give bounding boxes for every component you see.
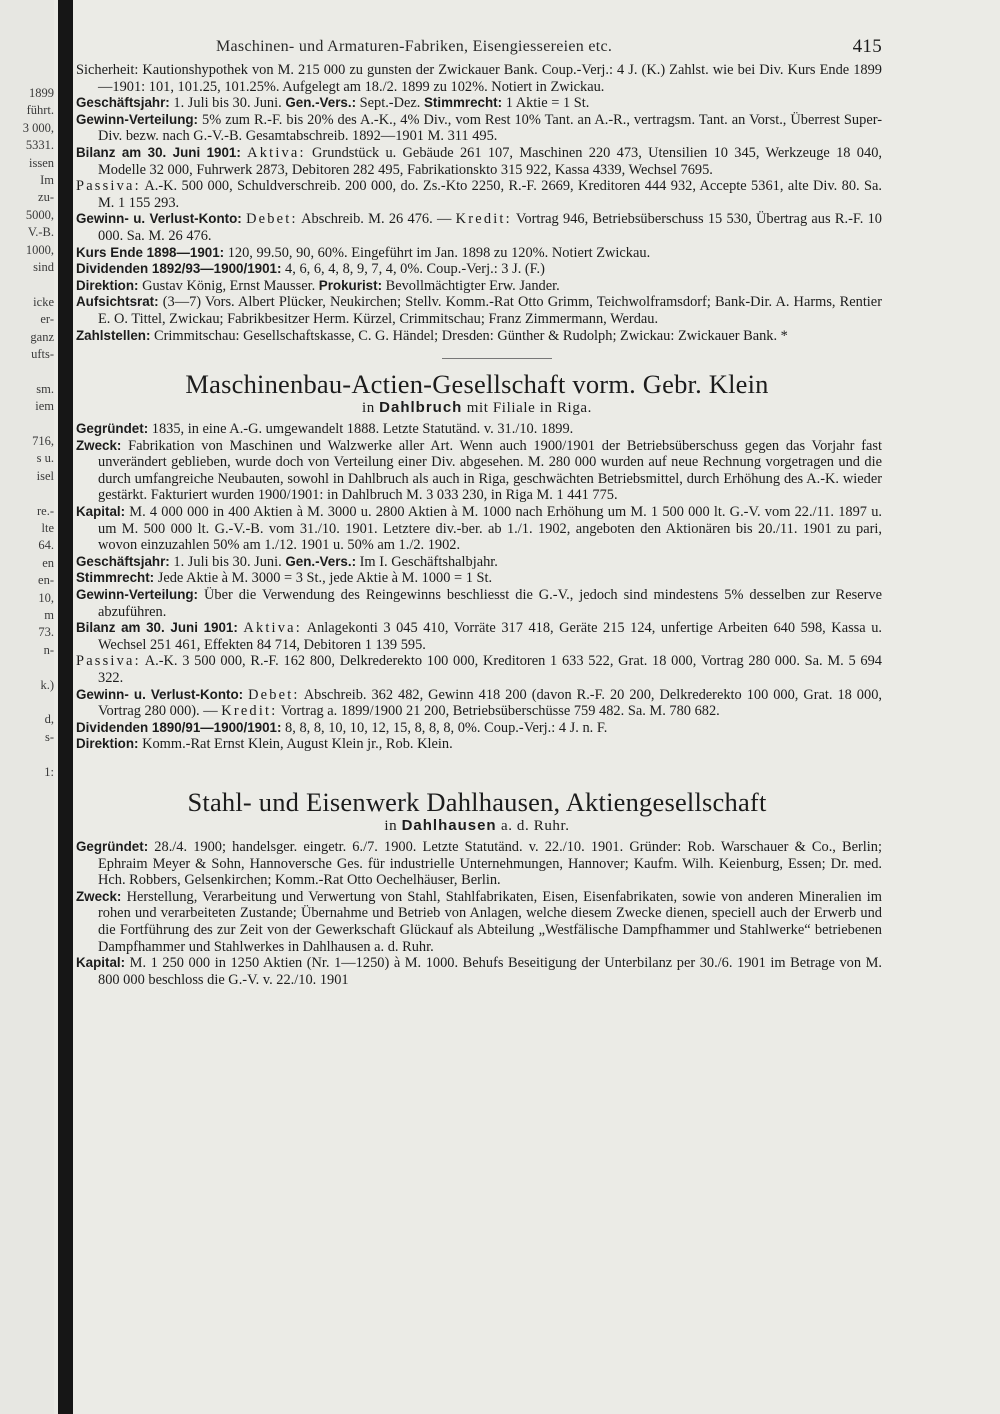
entry-label: Aufsichtsrat: — [76, 294, 159, 310]
margin-fragment: isel — [36, 468, 54, 483]
margin-fragment: V.-B. — [27, 225, 54, 240]
entry-text: M. 1 250 000 in 1250 Aktien (Nr. 1—1250) à M. 1000. Behufs Beseitigung der Unterbilanz per 30./6. 1901 im Betrage von M. 800 000 beschloss die G.-V. v. 22./10. 1901 — [98, 955, 882, 988]
entry-label: Direktion: — [76, 277, 139, 293]
entry-label: Gegründet: — [76, 421, 149, 437]
entry-text: Im I. Geschäftshalbjahr. — [356, 553, 498, 570]
running-head — [72, 34, 882, 62]
margin-fragment: 5000, — [25, 207, 54, 222]
margin-fragment: 5331. — [25, 138, 54, 153]
entry-label: Bilanz am 30. Juni 1901: — [76, 144, 241, 160]
margin-fragment: d, — [44, 712, 54, 727]
entry-paragraph — [72, 620, 882, 653]
section-1-entries — [72, 62, 882, 344]
entry-text: Vortrag a. 1899/1900 21 200, Betriebsüberschüsse 759 482. Sa. M. 780 682. — [277, 703, 720, 720]
entry-paragraph — [72, 245, 882, 262]
entry-text: 8, 8, 8, 10, 10, 12, 15, 8, 8, 8, 0%. Coup.-Verj.: 4 J. n. F. — [281, 719, 608, 736]
entry-label: Zahlstellen: — [76, 327, 151, 343]
entry-paragraph — [72, 62, 882, 95]
entry-text: 1. Juli bis 30. Juni. — [169, 95, 286, 112]
entry-text: Gustav König, Ernst Mausser. — [138, 277, 319, 294]
entry-label: Gewinn-Verteilung: — [76, 587, 199, 603]
running-title: Maschinen- und Armaturen-Fabriken, Eisengiessereien etc. — [216, 38, 613, 55]
entry-text: A.-K. 500 000, Schuldverschreib. 200 000, do. Zs.-Kto 2250, R.-F. 2669, Kreditoren 444 932, Accepte 5361, alte Div. 80. Sa. M. 1 155 293. — [98, 178, 882, 211]
entry-text: 1 Aktie = 1 St. — [502, 95, 590, 112]
entry-paragraph — [72, 504, 882, 554]
entry-text: Sicherheit: Kautionshypothek von M. 215 000 zu gunsten der Zwickauer Bank. Coup.-Verj.: 4 J. (K.) Zahlst. wie bei Div. Kurs Ende 1899—1901: 101, 101.25, 101.25%. Aufgelegt am 18./2. 1899 zu 102%. Notiert in Zwickau. — [76, 62, 882, 95]
margin-fragment: icke — [33, 294, 54, 309]
entry-text: 1. Juli bis 30. Juni. — [169, 553, 286, 570]
margin-fragment: 73. — [38, 625, 54, 640]
margin-fragment: 716, — [32, 434, 54, 448]
entry-text: Vortrag 946, Betriebsüberschuss 15 530, Übertrag aus R.-F. 10 000. Sa. M. 26 476. — [98, 211, 882, 244]
entry-text: 5% zum R.-F. bis 20% des A.-K., 4% Div., vom Rest 10% Tant. an A.-R., vertragsm. Tant. an Vorst., Überrest Super-Div. bezw. nach G.-V.-B. Gesamtabschreib. 1892—1901 M. 311 495. — [98, 111, 882, 145]
margin-fragment: m — [44, 608, 54, 622]
entry-label: Stimmrecht: — [423, 95, 503, 111]
entry-label: Dividenden 1892/93—1900/1901: — [76, 261, 282, 277]
margin-fragment: ufts- — [31, 347, 54, 361]
margin-fragment: n- — [43, 642, 54, 657]
location-prefix: in — [361, 400, 380, 417]
margin-fragment: er- — [40, 312, 54, 327]
entry-paragraph — [72, 95, 882, 112]
page — [72, 34, 882, 988]
entry-text: Abschreib. M. 26 476. — — [297, 211, 456, 228]
section-divider — [442, 358, 552, 359]
entry-label: Kurs Ende 1898—1901: — [76, 244, 225, 260]
entry-paragraph — [72, 261, 882, 278]
entry-label: Kapital: — [76, 955, 126, 971]
entry-label: Zweck: — [76, 888, 122, 904]
margin-fragment: k.) — [40, 677, 54, 692]
entry-label: Zweck: — [76, 437, 122, 453]
margin-fragment: 1: — [44, 764, 54, 779]
margin-fragment: en- — [38, 573, 54, 588]
entry-label: Gen.-Vers.: — [285, 95, 357, 111]
entry-text: Sept.-Dez. — [356, 95, 424, 112]
entry-paragraph — [72, 178, 882, 211]
margin-fragment: lte — [41, 521, 54, 535]
binding-rule — [58, 0, 73, 1414]
page-number: 415 — [852, 36, 882, 57]
entry-paragraph — [72, 294, 882, 327]
entry-paragraph — [72, 736, 882, 753]
entry-text: Grundstück u. Gebäude 261 107, Maschinen 220 473, Utensilien 10 345, Werkzeuge 18 040, Modelle 32 000, Fuhrwerk 2873, Debitoren 282 495, Fabrikationskto 315 922, Kassa 4339, Wechsel 7695. — [98, 144, 882, 178]
entry-text: Bevollmächtigter Erw. Jander. — [382, 277, 560, 294]
entry-paragraph — [72, 554, 882, 571]
left-margin-fragment — [0, 0, 54, 1414]
entry-paragraph — [72, 112, 882, 145]
company-title: Maschinenbau-Actien-Gesellschaft vorm. Gebr. Klein — [185, 369, 769, 400]
entry-text: A.-K. 3 500 000, R.-F. 162 800, Delkrederekto 100 000, Kreditoren 1 633 522, Grat. 18 000, Vortrag 280 000. Sa. M. 5 694 322. — [98, 653, 882, 686]
entry-text: 1835, in eine A.-G. umgewandelt 1888. Letzte Statutänd. v. 31./10. 1899. — [148, 421, 574, 438]
margin-fragment: ganz — [30, 329, 54, 344]
entry-text: 28./4. 1900; handelsger. eingetr. 6./7. 1900. Letzte Statutänd. v. 22./10. 1901. Gründer: Rob. Warschauer & Co., Berlin; Ephraim Meyer & Sohn, Hannoversche Ges. für industrielle Unternehmungen, Hannover; Kaufm. Wilh. Keienburg, Essen; Dr. med. Hch. Robbers, Gelsenkirchen; Komm.-Rat Otto Oechelhäuser, Berlin. — [98, 838, 882, 889]
entry-paragraph — [72, 839, 882, 889]
entry-label: Gewinn- u. Verlust-Konto: — [76, 211, 242, 227]
entry-text: Abschreib. 362 482, Gewinn 418 200 (davon R.-F. 20 200, Delkrederekto 100 000, Grat. 18 000, Vortrag 280 000). — — [98, 686, 882, 720]
entry-label: Gegründet: — [76, 838, 149, 854]
entry-label: Kapital: — [76, 504, 126, 520]
entry-paragraph — [72, 687, 882, 720]
margin-fragment: re.- — [37, 503, 54, 518]
margin-fragment: issen — [29, 155, 54, 170]
margin-fragment: sind — [33, 260, 54, 274]
location-suffix: a. d. Ruhr. — [496, 817, 570, 834]
entry-paragraph — [72, 145, 882, 178]
entry-text: (3—7) Vors. Albert Plücker, Neukirchen; Stellv. Komm.-Rat Otto Grimm, Teichwolframsdorf; Bank-Dir. A. Harms, Rentier E. O. Tittel, Zwickau; Fabrikbesitzer Herm. Kürzel, Crimmitschau; Franz Zimmermann, Werdau. — [98, 294, 882, 327]
entry-paragraph — [72, 211, 882, 244]
margin-fragment: Im — [40, 173, 54, 187]
entry-sublabel: Passiva: — [76, 178, 141, 195]
entry-sublabel: Debet: — [248, 686, 300, 703]
entry-label: Gewinn- u. Verlust-Konto: — [76, 686, 244, 702]
entry-paragraph — [72, 438, 882, 504]
company-location — [72, 817, 882, 835]
margin-fragment: s u. — [36, 451, 54, 466]
entry-label: Gewinn-Verteilung: — [76, 111, 199, 127]
entry-label: Gen.-Vers.: — [285, 553, 357, 569]
entry-sublabel: Aktiva: — [243, 620, 302, 637]
entry-label: Direktion: — [76, 736, 139, 752]
entry-text: Über die Verwendung des Reingewinns beschliesst die G.-V., jedoch sind mindestens 5% desselben zur Reserve abzuführen. — [98, 587, 882, 620]
entry-paragraph — [72, 570, 882, 587]
entry-text: 4, 6, 6, 4, 8, 9, 7, 4, 0%. Coup.-Verj.: 3 J. (F.) — [281, 261, 545, 278]
entry-sublabel: Passiva: — [76, 653, 141, 670]
entry-text: Komm.-Rat Ernst Klein, August Klein jr., Rob. Klein. — [138, 736, 453, 753]
entry-sublabel: Aktiva: — [247, 144, 306, 161]
entry-sublabel: Debet: — [246, 211, 298, 228]
entry-paragraph — [72, 720, 882, 737]
margin-fragment: 1899 — [29, 86, 54, 100]
entry-paragraph — [72, 955, 882, 988]
entry-label: Dividenden 1890/91—1900/1901: — [76, 719, 282, 735]
entry-text: Crimmitschau: Gesellschaftskasse, C. G. Händel; Dresden: Günther & Rudolph; Zwickau: Zwickauer Bank. * — [150, 327, 788, 344]
section-2-entries — [72, 421, 882, 753]
margin-fragment: zu- — [38, 190, 54, 205]
entry-text: M. 4 000 000 in 400 Aktien à M. 3000 u. 2800 Aktien à M. 1000 nach Erhöhung um M. 1 500 000 lt. G.-V. vom 22./11. 1897 u. um M. 500 000 lt. G.-V.-B. vom 31./10. 1901. Letztere div.-ber. ab 1./1. 1902, angeboten den Aktionären bis 20./11. 1901 zu pari, wovon einzuzahlen 50% am 1./12. 1901 u. 50% am 1./2. 1902. — [98, 504, 882, 554]
location-name: Dahlhausen — [401, 816, 497, 834]
margin-fragment: führt. — [26, 103, 54, 118]
entry-text: Herstellung, Verarbeitung und Verwertung von Stahl, Stahlfabrikaten, Eisen, Eisenfabrikaten, sowie von anderen Mineralien im rohen und verarbeiteten Zustande; Übernahme und Betrieb von Anlagen, welche diesem Zwecke dienen, speciell auch der Erwerb und die Fortführung des zur Zeit von der Gewerkschaft Glückauf als Abteilung „Westfälische Dampfhammer und Stahlwerke“ betriebenen Dampfhammer und Stahlwerkes in Dahlhausen a. d. Ruhr. — [98, 888, 882, 955]
margin-fragment: iem — [35, 399, 54, 414]
entry-paragraph — [72, 889, 882, 955]
location-suffix: mit Filiale in Riga. — [462, 400, 593, 417]
entry-label: Stimmrecht: — [76, 570, 155, 586]
entry-text: Jede Aktie à M. 3000 = 3 St., jede Aktie à M. 1000 = 1 St. — [154, 570, 493, 587]
entry-paragraph — [72, 278, 882, 295]
entry-label: Geschäftsjahr: — [76, 553, 170, 569]
entry-text: Anlagekonti 3 045 410, Vorräte 317 418, Geräte 215 124, unfertige Arbeiten 640 598, Kassa u. Wechsel 251 461, Effekten 84 714, Debitoren 1 139 595. — [98, 620, 882, 653]
entry-text: Fabrikation von Maschinen und Walzwerke aller Art. Wenn auch 1900/1901 der Betriebsüberschuss gegen das Vorjahr fast unverändert geblieben, wurde doch von Verteilung einer Div. abgesehen. M. 280 000 wurden auf neue Rechnung vorgetragen und die durch umfangreiche Neubauten, sowohl in Dahlbruch als auch in Riga, geschwächten Betriebsmittel, durch Erhöhung des A.-K. wieder gestärkt. Fakturiert wurden 1900/1901: in Dahlbruch M. 3 033 230, in Riga M. 1 441 775. — [98, 437, 882, 504]
margin-fragment: sm. — [36, 381, 54, 396]
entry-paragraph — [72, 587, 882, 620]
entry-sublabel: Kredit: — [455, 211, 512, 228]
margin-fragment: 10, — [38, 590, 54, 605]
entry-paragraph — [72, 421, 882, 438]
company-location — [72, 399, 882, 417]
location-name: Dahlbruch — [379, 399, 463, 417]
location-prefix: in — [384, 817, 402, 834]
entry-sublabel: Kredit: — [221, 703, 278, 720]
entry-paragraph — [72, 653, 882, 686]
entry-label: Geschäftsjahr: — [76, 95, 170, 111]
margin-fragment: 64. — [38, 538, 54, 553]
company-title: Stahl- und Eisenwerk Dahlhausen, Aktiengesellschaft — [187, 786, 767, 817]
section-3-entries — [72, 839, 882, 988]
entry-label: Bilanz am 30. Juni 1901: — [76, 620, 238, 636]
margin-fragment: 1000, — [25, 242, 54, 257]
entry-text: 120, 99.50, 90, 60%. Eingeführt im Jan. 1898 zu 120%. Notiert Zwickau. — [224, 244, 651, 261]
margin-fragment: 3 000, — [22, 120, 54, 135]
entry-paragraph — [72, 328, 882, 345]
margin-fragment: en — [42, 555, 54, 570]
margin-fragment: s- — [44, 729, 54, 744]
entry-label: Prokurist: — [318, 277, 383, 293]
